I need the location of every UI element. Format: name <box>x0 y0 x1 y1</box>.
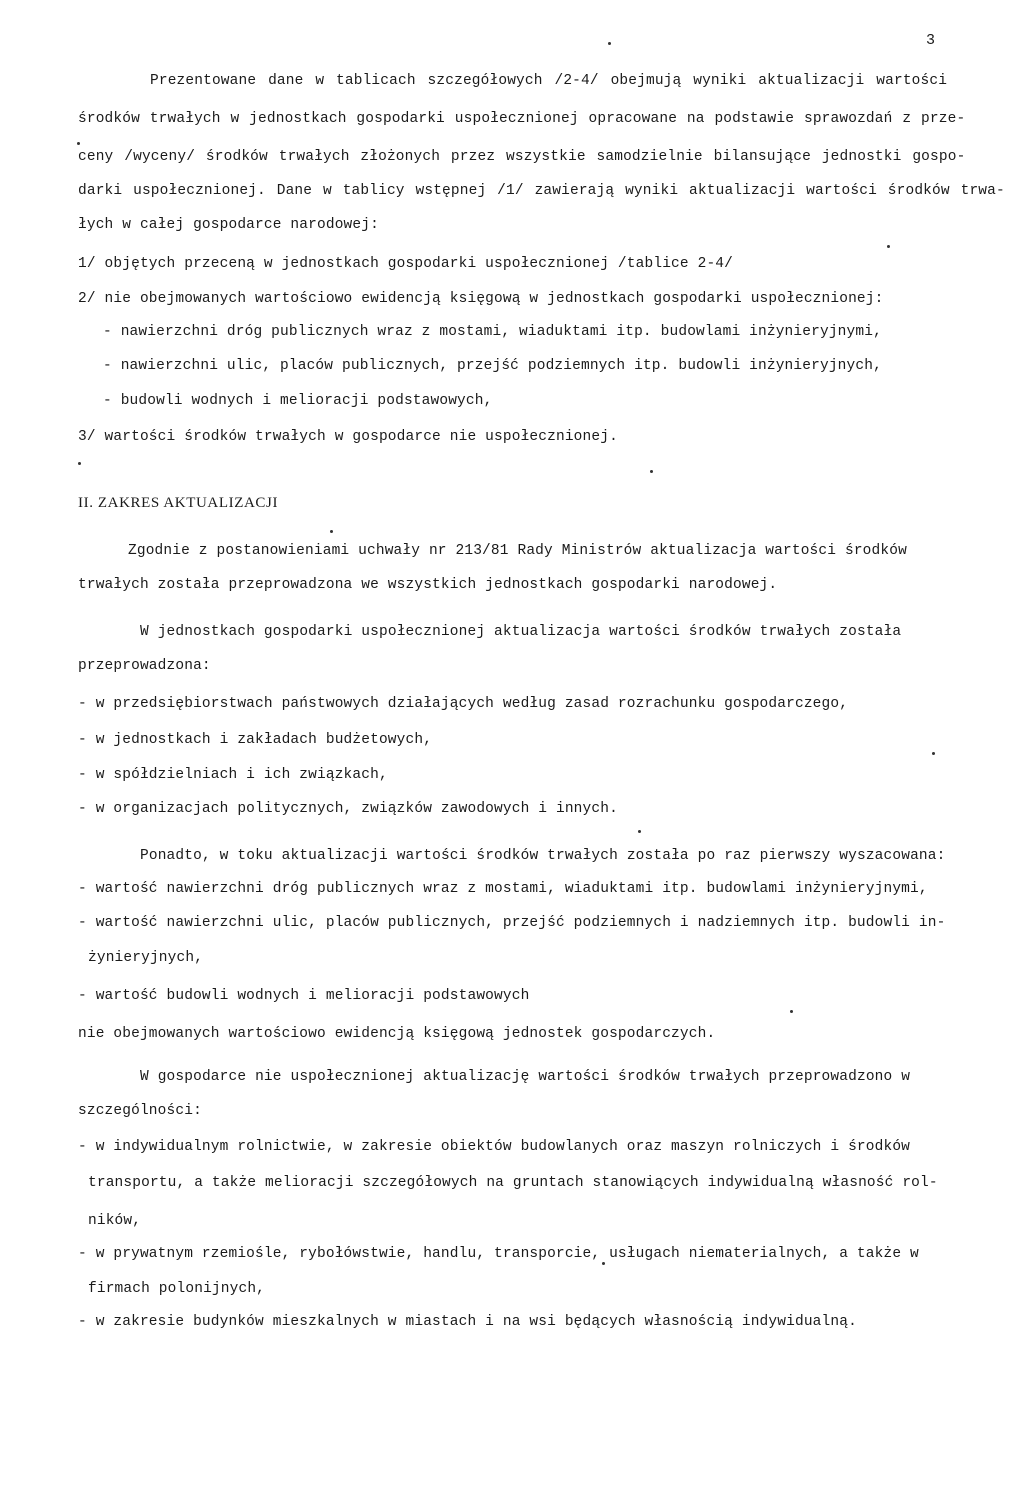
scan-speck <box>77 142 80 145</box>
list-item: - w przedsiębiorstwach państwowych działających według zasad rozrachunku gospodarczego, <box>78 696 849 712</box>
paragraph-line: darki uspołecznionej. Dane w tablicy wstępnej /1/ zawierają wyniki aktualizacji wartości środków trwa- <box>78 183 1005 199</box>
paragraph-line: trwałych została przeprowadzona we wszystkich jednostkach gospodarki narodowej. <box>78 577 778 593</box>
paragraph-line: ceny /wyceny/ środków trwałych złożonych przez wszystkie samodzielnie bilansujące jednostki gospo- <box>78 149 966 165</box>
section-heading: II. ZAKRES AKTUALIZACJI <box>78 495 279 511</box>
scan-speck <box>932 752 935 755</box>
list-item: - nawierzchni dróg publicznych wraz z mostami, wiaduktami itp. budowlami inżynieryjnymi, <box>103 324 882 340</box>
list-item: - wartość budowli wodnych i melioracji podstawowych <box>78 988 530 1004</box>
scan-speck <box>790 1010 793 1013</box>
scan-speck <box>602 1262 605 1265</box>
list-item: - nawierzchni ulic, placów publicznych, przejść podziemnych itp. budowli inżynieryjnych, <box>103 358 882 374</box>
paragraph-line: środków trwałych w jednostkach gospodarki uspołecznionej opracowane na podstawie sprawozdań z prze- <box>78 111 966 127</box>
paragraph-line: łych w całej gospodarce narodowej: <box>78 217 379 233</box>
list-item: - budowli wodnych i melioracji podstawowych, <box>103 393 493 409</box>
list-item: firmach polonijnych, <box>88 1281 266 1297</box>
page-number: 3 <box>926 32 936 49</box>
list-item: transportu, a także melioracji szczegółowych na gruntach stanowiących indywidualną własność rol- <box>88 1175 938 1191</box>
list-item: ników, <box>88 1213 142 1229</box>
paragraph-line: szczególności: <box>78 1103 202 1119</box>
list-item: żynieryjnych, <box>88 950 204 966</box>
list-item: 1/ objętych przeceną w jednostkach gospodarki uspołecznionej /tablice 2-4/ <box>78 256 734 272</box>
list-item: 3/ wartości środków trwałych w gospodarce nie uspołecznionej. <box>78 429 618 445</box>
paragraph-line: przeprowadzona: <box>78 658 211 674</box>
paragraph-line: W gospodarce nie uspołecznionej aktualizację wartości środków trwałych przeprowadzono w <box>140 1069 911 1085</box>
paragraph-line: Zgodnie z postanowieniami uchwały nr 213/81 Rady Ministrów aktualizacja wartości środków <box>128 543 907 559</box>
scan-speck <box>887 245 890 248</box>
scan-speck <box>608 42 611 45</box>
list-item: - w prywatnym rzemiośle, rybołówstwie, handlu, transporcie, usługach niematerialnych, a także w <box>78 1246 919 1262</box>
list-item: - w organizacjach politycznych, związków zawodowych i innych. <box>78 801 618 817</box>
scan-speck <box>650 470 653 473</box>
paragraph-line: Prezentowane dane w tablicach szczegółowych /2-4/ obejmują wyniki aktualizacji wartości <box>150 73 948 89</box>
scan-speck <box>78 462 81 465</box>
list-item: - w indywidualnym rolnictwie, w zakresie obiektów budowlanych oraz maszyn rolniczych i środków <box>78 1139 911 1155</box>
scan-speck <box>330 530 333 533</box>
paragraph-line: nie obejmowanych wartościowo ewidencją księgową jednostek gospodarczych. <box>78 1026 716 1042</box>
paragraph-line: W jednostkach gospodarki uspołecznionej aktualizacja wartości środków trwałych została <box>140 624 902 640</box>
list-item: - w spółdzielniach i ich związkach, <box>78 767 388 783</box>
list-item: - wartość nawierzchni dróg publicznych wraz z mostami, wiaduktami itp. budowlami inżynieryjnymi, <box>78 881 928 897</box>
list-item: - w jednostkach i zakładach budżetowych, <box>78 732 433 748</box>
list-item: - wartość nawierzchni ulic, placów publicznych, przejść podziemnych i nadziemnych itp. budowli in- <box>78 915 946 931</box>
list-item: 2/ nie obejmowanych wartościowo ewidencją księgową w jednostkach gospodarki uspołecznionej: <box>78 291 884 307</box>
list-item: - w zakresie budynków mieszkalnych w miastach i na wsi będących własnością indywidualną. <box>78 1314 857 1330</box>
scan-speck <box>638 830 641 833</box>
paragraph-line: Ponadto, w toku aktualizacji wartości środków trwałych została po raz pierwszy wyszacowana: <box>140 848 946 864</box>
